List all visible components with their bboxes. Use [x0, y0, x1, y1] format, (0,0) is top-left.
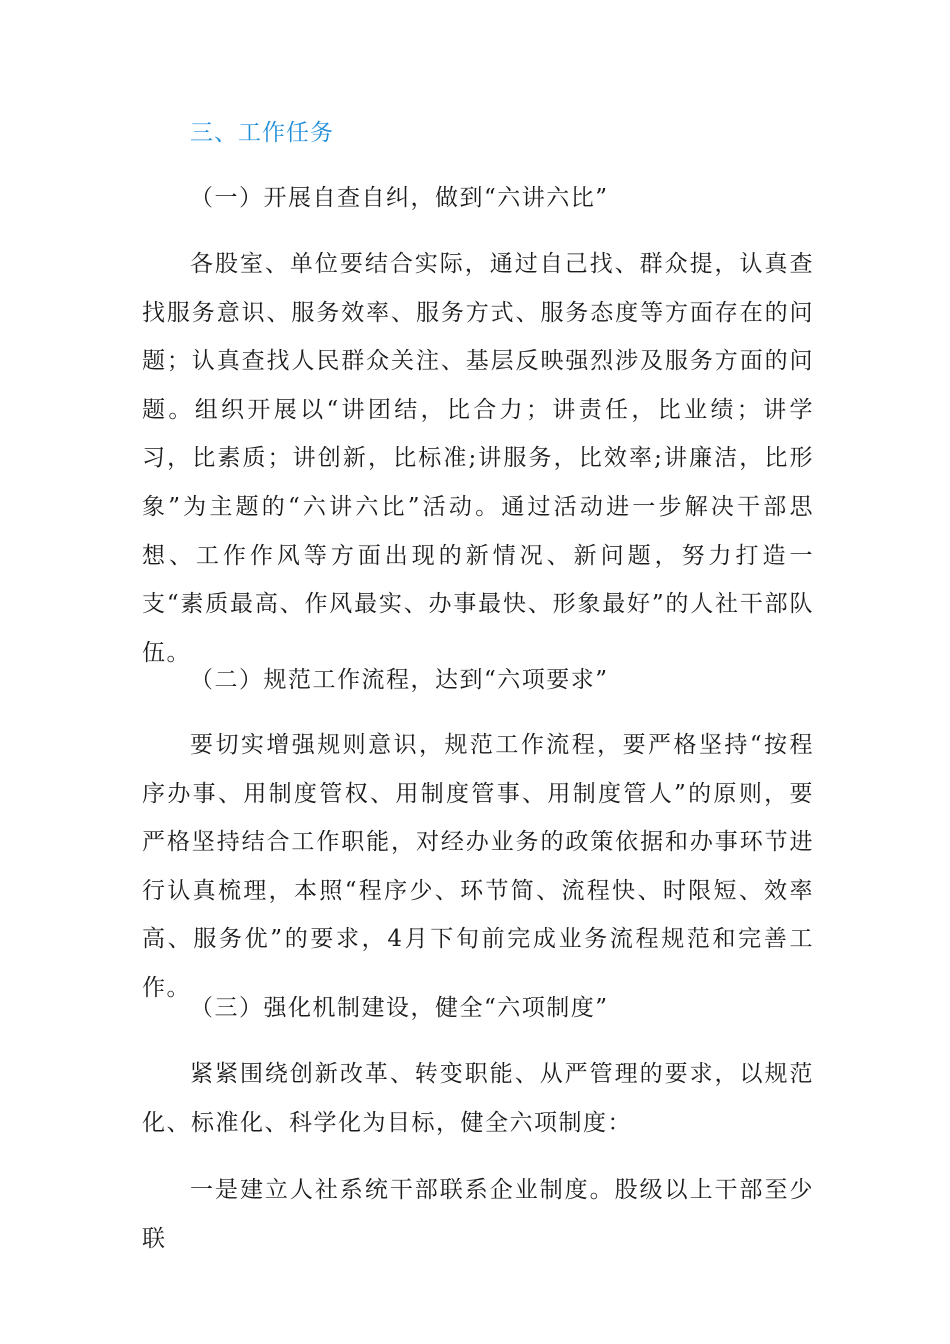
subsection-heading-2: （二）规范工作流程，达到“六项要求”	[190, 667, 609, 693]
body-paragraph-2: 要切实增强规则意识，规范工作流程，要严格坚持“按程序办事、用制度管权、用制度管事、用制度管人”的原则，要严格坚持结合工作职能，对经办业务的政策依据和办事环节进行认真梳理，本照“程序少、环节简、流程快、时限短、效率高、服务优”的要求，4月下旬前完成业务流程规范和完善工作。	[142, 732, 814, 1001]
section-heading: 三、工作任务	[190, 120, 334, 146]
subsection-heading-3: （三）强化机制建设，健全“六项制度”	[190, 995, 609, 1021]
subsection-heading-1: （一）开展自查自纠，做到“六讲六比”	[190, 185, 609, 211]
body-paragraph-3: 紧紧围绕创新改革、转变职能、从严管理的要求，以规范化、标准化、科学化为目标，健全六项制度：	[142, 1061, 814, 1136]
body-paragraph-4: 一是建立人社系统干部联系企业制度。股级以上干部至少联	[142, 1177, 814, 1252]
body-paragraph-1: 各股室、单位要结合实际，通过自己找、群众提，认真查找服务意识、服务效率、服务方式、服务态度等方面存在的问题；认真查找人民群众关注、基层反映强烈涉及服务方面的问题。组织开展以“讲团结，比合力；讲责任，比业绩；讲学习，比素质；讲创新，比标准;讲服务，比效率;讲廉洁，比形象”为主题的“六讲六比”活动。通过活动进一步解决干部思想、工作作风等方面出现的新情况、新问题，努力打造一支“素质最高、作风最实、办事最快、形象最好”的人社干部队伍。	[142, 251, 814, 666]
